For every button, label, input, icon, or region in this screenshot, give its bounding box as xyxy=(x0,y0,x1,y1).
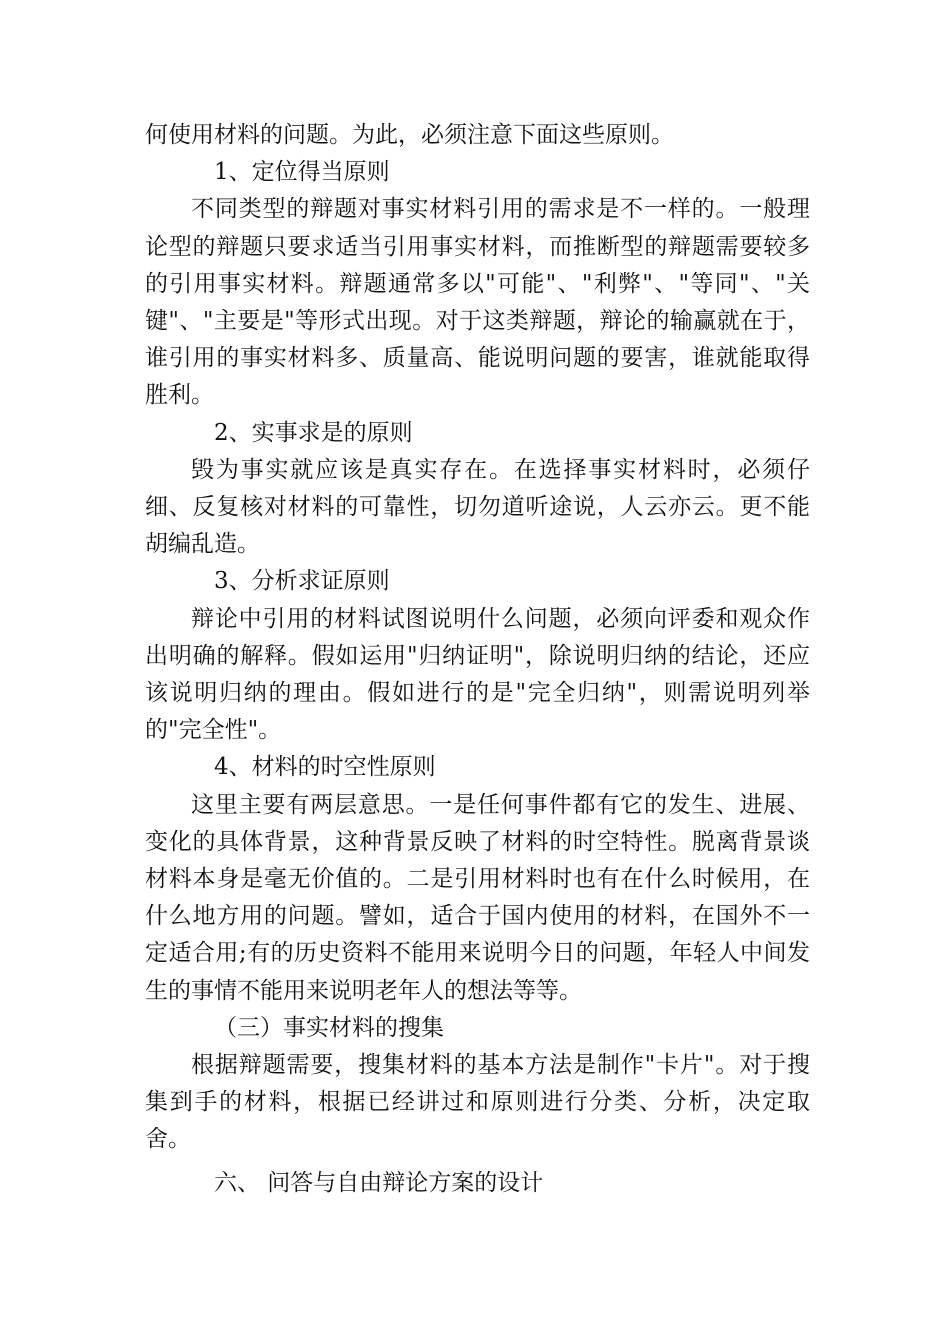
document-body xyxy=(145,117,810,1202)
section-heading-truth: 2、实事求是的原则 xyxy=(214,419,413,446)
paragraph-truth: 毁为事实就应该是真实存在。在选择事实材料时，必须仔细、反复核对材料的可靠性，切勿道听途说，人云亦云。更不能胡编乱造。 xyxy=(145,456,810,558)
section-heading-analysis: 3、分析求证原则 xyxy=(214,568,390,595)
section-heading-spacetime: 4、材料的时空性原则 xyxy=(214,754,436,781)
section-heading-positioning: 1、定位得当原则 xyxy=(214,159,390,186)
paragraph-positioning: 不同类型的辩题对事实材料引用的需求是不一样的。一般理论型的辩题只要求适当引用事实材料，而推断型的辩题需要较多的引用事实材料。辩题通常多以"可能"、"利弊"、"等同"、"关键"、"主要是"等形式出现。对于这类辩题，辩论的输赢就在于，谁引用的事实材料多、质量高、能说明问题的要害，谁就能取得胜利。 xyxy=(145,196,810,409)
paragraph-spacetime: 这里主要有两层意思。一是任何事件都有它的发生、进展、变化的具体背景，这种背景反映了材料的时空特性。脱离背景谈材料本身是毫无价值的。二是引用材料时也有在什么时候用，在什么地方用的问题。譬如，适合于国内使用的材料，在国外不一定适合用;有的历史资料不能用来说明今日的问题，年轻人中间发生的事情不能用来说明老年人的想法等等。 xyxy=(145,791,810,1004)
paragraph-collection: 根据辩题需要，搜集材料的基本方法是制作"卡片"。对于搜集到手的材料，根据已经讲过和原则进行分类、分析，决定取舍。 xyxy=(145,1052,810,1153)
chapter-heading-qa-design: 六、 问答与自由辩论方案的设计 xyxy=(214,1169,544,1196)
section-heading-collection: （三）事实材料的搜集 xyxy=(214,1014,444,1041)
paragraph-analysis: 辩论中引用的材料试图说明什么问题，必须向评委和观众作出明确的解释。假如运用"归纳证明"，除说明归纳的结论，还应该说明归纳的理由。假如进行的是"完全归纳"，则需说明列举的"完全性"。 xyxy=(145,605,810,744)
paragraph-continuation: 何使用材料的问题。为此，必须注意下面这些原则。 xyxy=(145,122,674,148)
